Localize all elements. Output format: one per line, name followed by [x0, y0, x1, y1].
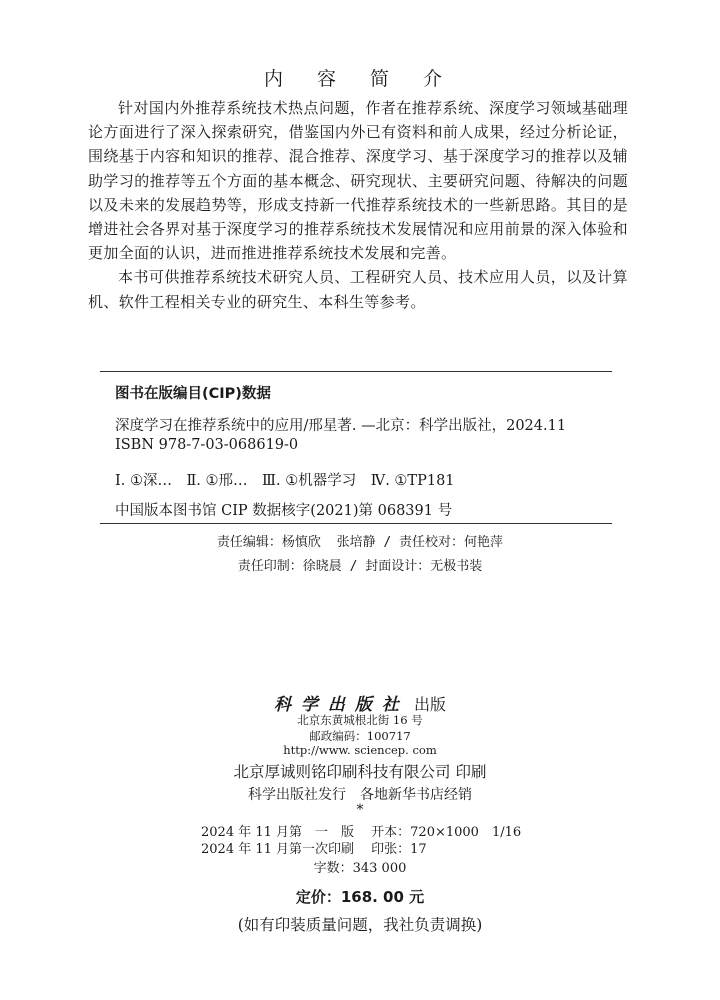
printer-line: 北京厚诚则铭印刷科技有限公司 印刷 — [233, 763, 487, 781]
cip-top-rule — [100, 371, 612, 372]
abstract-paragraph: 本书可供推荐系统技术研究人员、工程研究人员、技术应用人员，以及计算机、软件工程相关专业的研究生、本科生等参考。 — [88, 268, 628, 311]
separator-star: * — [356, 802, 364, 818]
publisher-url: http://www. sciencep. com — [283, 743, 437, 757]
publisher-address: 北京东黄城根北街 16 号 — [297, 713, 423, 727]
word-count: 字数：343 000 — [313, 861, 407, 876]
publisher-suffix: 出版 — [414, 695, 447, 714]
cip-bottom-rule — [100, 523, 612, 524]
edition-line: 2024 年 11 月第 一 版 开本：720×1000 1/16 — [201, 825, 522, 840]
publisher-postcode: 邮政编码：100717 — [309, 729, 411, 743]
cip-record: 深度学习在推荐系统中的应用/邢星著. —北京：科学出版社，2024.11 — [115, 418, 567, 434]
cip-classification: Ⅰ. ①深… Ⅱ. ①邢… Ⅲ. ①机器学习 Ⅳ. ①TP181 — [115, 473, 455, 489]
cip-isbn: ISBN 978-7-03-068619-0 — [115, 437, 299, 453]
production-credits: 责任印制：徐晓晨 / 封面设计：无极书装 — [237, 559, 483, 574]
abstract-paragraph: 针对国内外推荐系统技术热点问题，作者在推荐系统、深度学习领域基础理论方面进行了深入探索研究，借鉴国内外已有资料和前人成果，经过分析论证，围绕基于内容和知识的推荐、混合推荐、深度学习、基于深度学习的推荐以及辅助学习的推荐等五个方面的基本概念、研究现状、主要研究问题、待解决的问题以及未来的发展趋势等，形成支持新一代推荐系统技术的一些新思路。其目的是增进社会各界对基于深度学习的推荐系统技术发展情况和应用前景的深入体验和更加全面的认识，进而推进推荐系统技术发展和完善。 — [88, 99, 628, 263]
publisher-logo: 科学出版社 — [273, 695, 409, 715]
cip-heading: 图书在版编目(CIP)数据 — [115, 386, 271, 402]
editor-credits: 责任编辑：杨慎欣 张培静 / 责任校对：何艳萍 — [216, 535, 504, 550]
abstract-title: 内 容 简 介 — [263, 68, 457, 90]
quality-notice: (如有印装质量问题，我社负责调换) — [237, 916, 483, 934]
abstract-body — [88, 96, 628, 314]
price: 定价：168. 00 元 — [295, 888, 425, 906]
distribution-line: 科学出版社发行 各地新华书店经销 — [248, 787, 472, 803]
cip-library-number: 中国版本图书馆 CIP 数据核字(2021)第 068391 号 — [115, 503, 453, 519]
printing-line: 2024 年 11 月第一次印刷 印张：17 — [201, 842, 427, 857]
